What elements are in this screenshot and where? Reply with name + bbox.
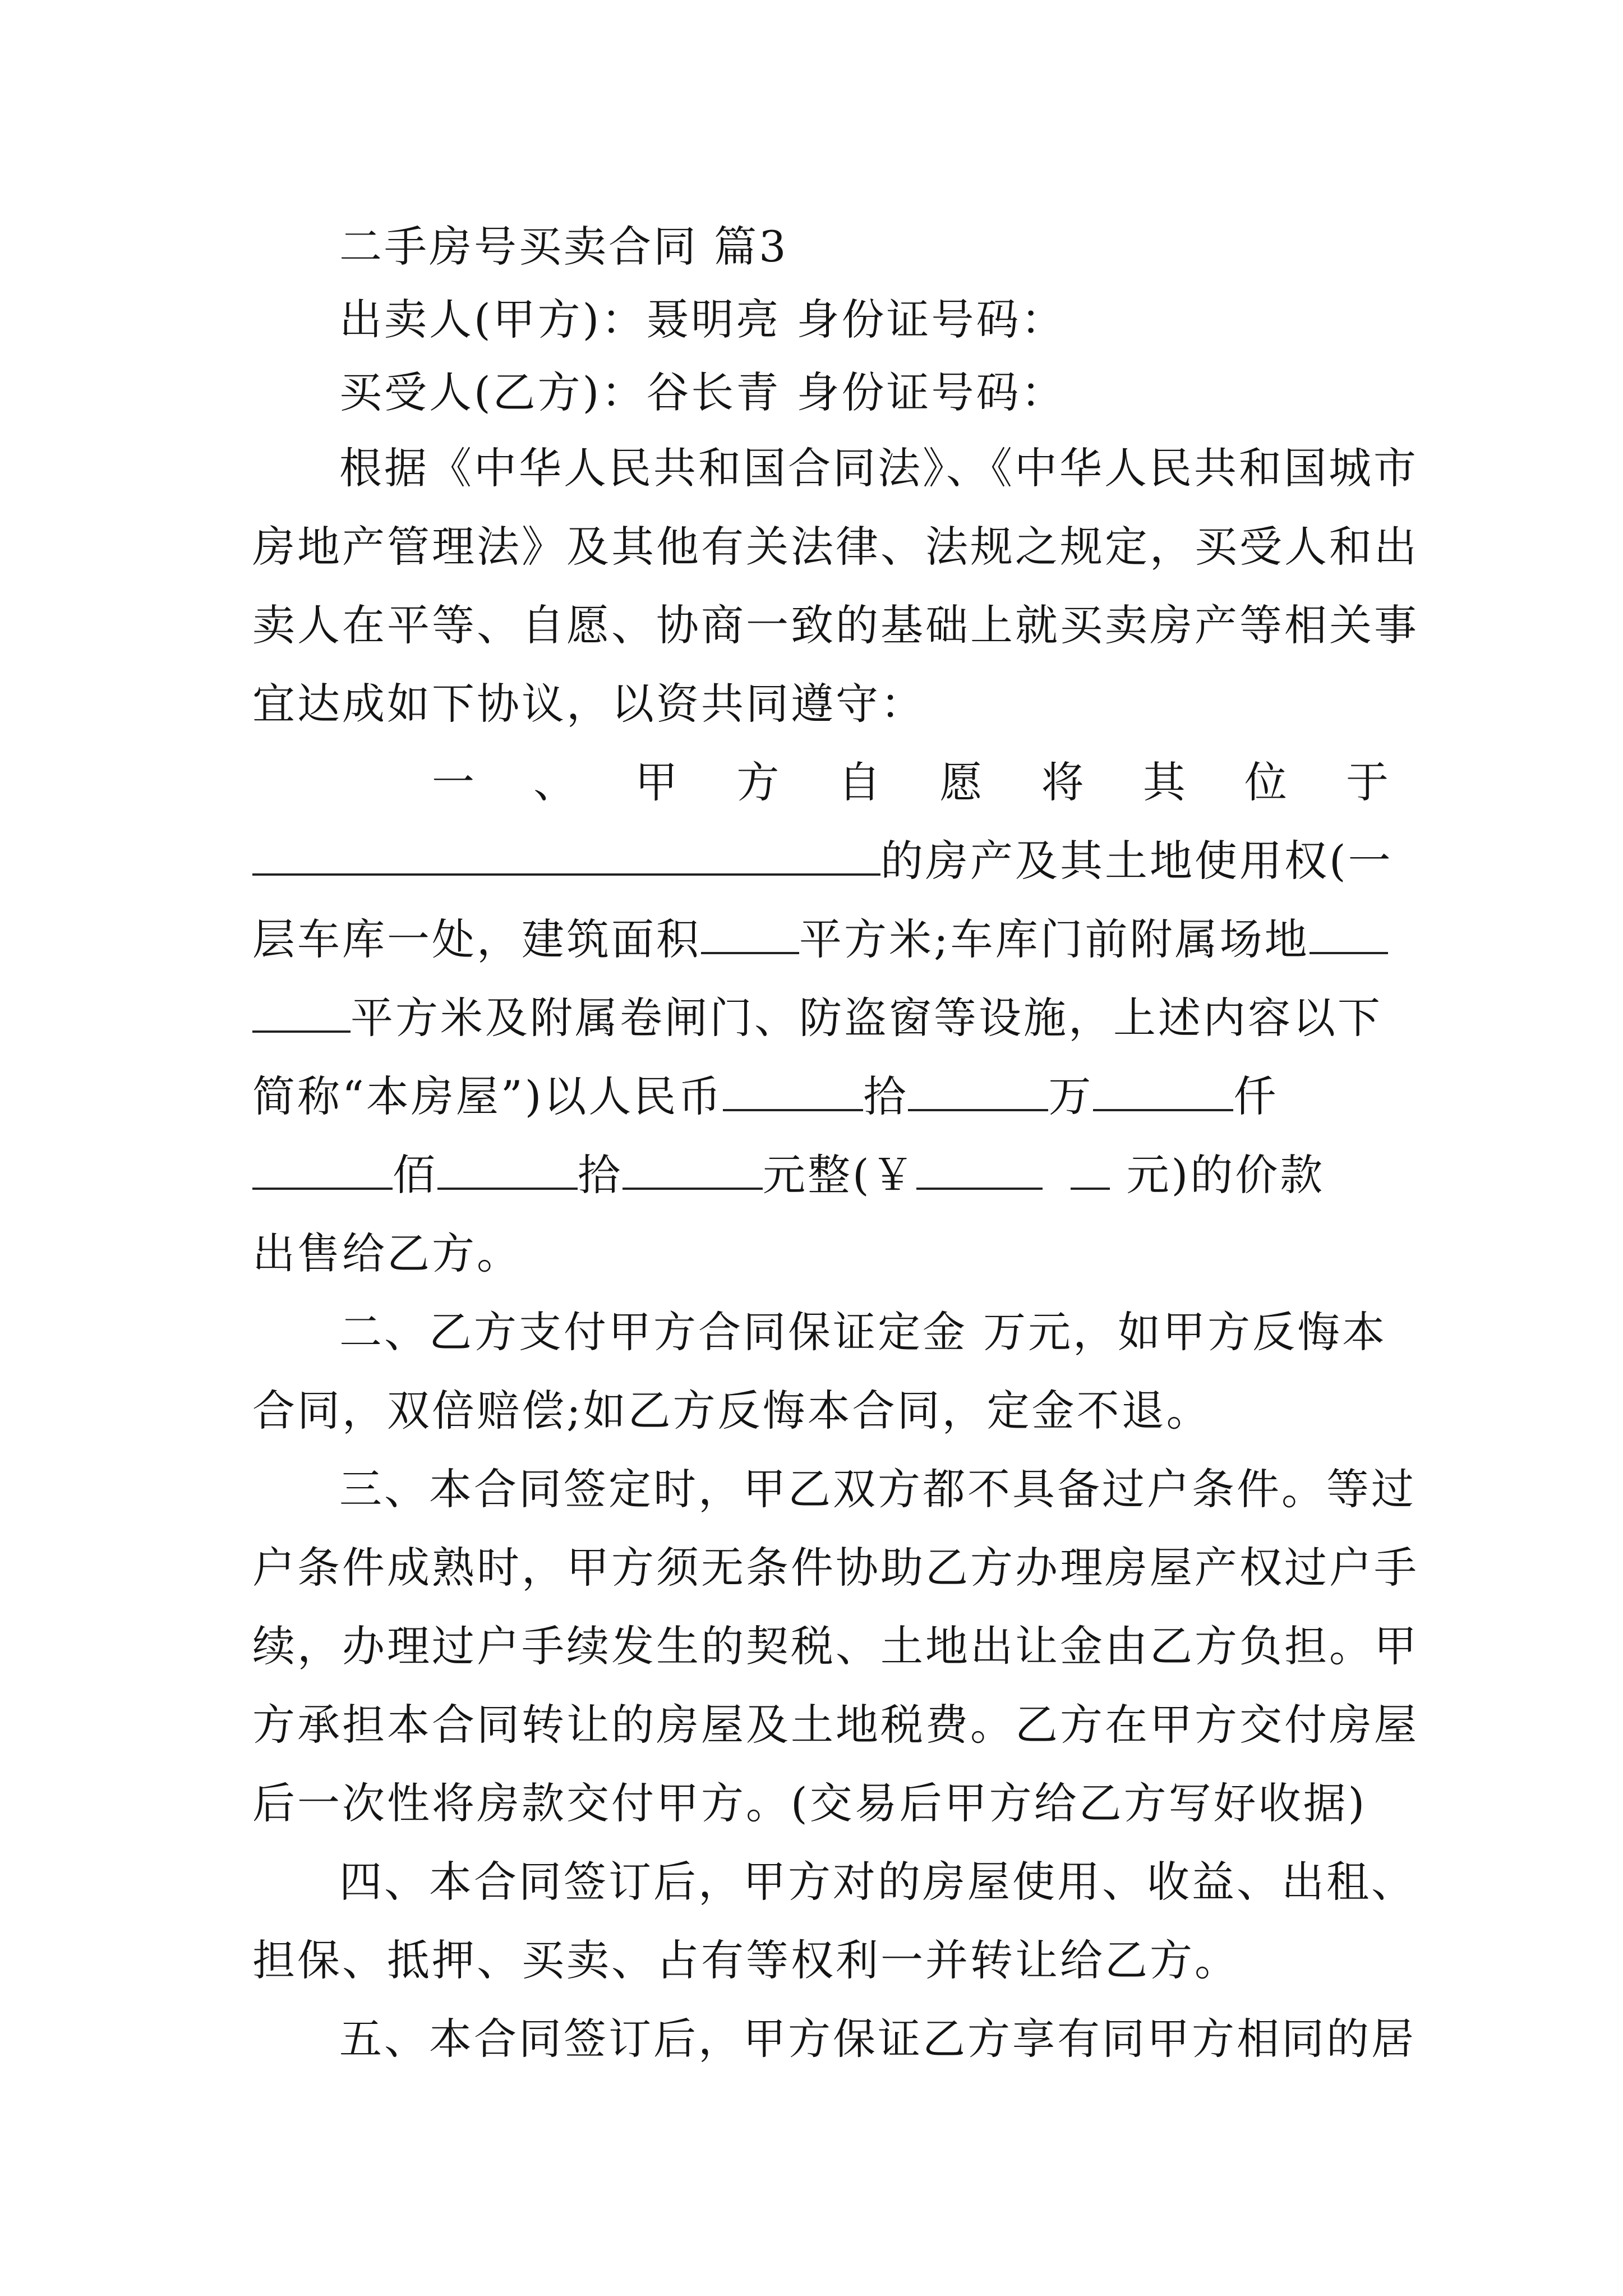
clause1-line-1 <box>432 743 1391 822</box>
amount-number-blank <box>916 1136 1043 1190</box>
clause3-line-3: 续，办理过户手续发生的契税、土地出让金由乙方负担。甲 <box>252 1621 1419 1671</box>
clause1-text: 平方米及附属卷闸门、防盗窗等设施，上述内容以下 <box>351 993 1382 1043</box>
clause1-line-2 <box>252 822 1391 900</box>
clause1-line-7: 出售给乙方。 <box>252 1228 522 1278</box>
clause2-line-2: 合同，双倍赔偿;如乙方反悔本合同，定金不退。 <box>252 1386 1211 1435</box>
buyer-line: 买受人(乙方)：谷长青 身份证号码： <box>339 367 1066 417</box>
document-title: 二手房号买卖合同 篇3 <box>339 222 789 272</box>
clause1-text: 的房产及其土地使用权(一 <box>880 836 1393 886</box>
clause1-line-5 <box>252 1057 1391 1136</box>
clause1-text: 简称“本房屋”)以人民币 <box>252 1071 723 1121</box>
amount-blank <box>723 1057 863 1111</box>
clause2-line-1: 二、乙方支付甲方合同保证定金 万元，如甲方反悔本 <box>339 1307 1387 1357</box>
clause1-char: 将 <box>1041 757 1086 807</box>
seller-line: 出卖人(甲方)：聂明亮 身份证号码： <box>339 295 1066 344</box>
clause1-text: 拾 <box>578 1150 623 1200</box>
clause1-text: 拾 <box>863 1071 909 1121</box>
clause1-char: 甲 <box>635 757 680 807</box>
yard-area-blank <box>1310 900 1388 954</box>
yard-area-blank-cont <box>252 979 351 1033</box>
area-blank <box>701 900 799 954</box>
clause1-char: 一 <box>432 757 477 807</box>
clause1-char: 方 <box>736 757 782 807</box>
location-blank <box>252 822 880 876</box>
clause1-char: 于 <box>1345 757 1391 807</box>
amount-blank <box>252 1136 393 1190</box>
amount-blank <box>1093 1057 1233 1111</box>
amount-number-blank <box>1071 1136 1110 1190</box>
amount-blank <box>908 1057 1048 1111</box>
clause1-text: 佰 <box>393 1150 437 1200</box>
clause1-char: 、 <box>533 757 579 807</box>
clause5-line-1: 五、本合同签订后，甲方保证乙方享有同甲方相同的居 <box>339 2014 1416 2064</box>
clause1-line-6 <box>252 1136 1391 1214</box>
clause1-text: 元整(￥ <box>763 1150 916 1200</box>
intro-line-3: 卖人在平等、自愿、协商一致的基础上就买卖房产等相关事 <box>252 600 1419 650</box>
clause3-line-5: 后一次性将房款交付甲方。(交易后甲方给乙方写好收据) <box>252 1778 1367 1828</box>
clause1-text: 平方米;车库门前附属场地 <box>799 914 1310 964</box>
clause3-line-4: 方承担本合同转让的房屋及土地税费。乙方在甲方交付房屋 <box>252 1700 1419 1750</box>
clause3-line-2: 户条件成熟时，甲方须无条件协助乙方办理房屋产权过户手 <box>252 1543 1419 1593</box>
clause1-char: 愿 <box>939 757 985 807</box>
clause3-line-1: 三、本合同签定时，甲乙双方都不具备过户条件。等过 <box>339 1464 1416 1514</box>
clause1-char: 其 <box>1142 757 1188 807</box>
clause1-char: 位 <box>1244 757 1289 807</box>
intro-line-4: 宜达成如下协议，以资共同遵守： <box>252 679 925 729</box>
amount-blank <box>623 1136 763 1190</box>
clause1-line-3 <box>252 900 1391 979</box>
clause1-char: 自 <box>838 757 883 807</box>
clause4-line-1: 四、本合同签订后，甲方对的房屋使用、收益、出租、 <box>339 1857 1416 1907</box>
clause4-line-2: 担保、抵押、买卖、占有等权利一并转让给乙方。 <box>252 1935 1239 1985</box>
clause1-text: 仟 <box>1233 1071 1279 1121</box>
intro-line-2: 房地产管理法》及其他有关法律、法规之规定，买受人和出 <box>252 522 1419 572</box>
intro-line-1: 根据《中华人民共和国合同法》、《中华人民共和国城市 <box>339 443 1418 493</box>
clause1-text: 元)的价款 <box>1126 1150 1325 1200</box>
clause1-line-4 <box>252 979 1391 1057</box>
clause1-text: 万 <box>1048 1071 1094 1121</box>
clause1-text: 层车库一处，建筑面积 <box>252 914 701 964</box>
amount-blank <box>437 1136 578 1190</box>
